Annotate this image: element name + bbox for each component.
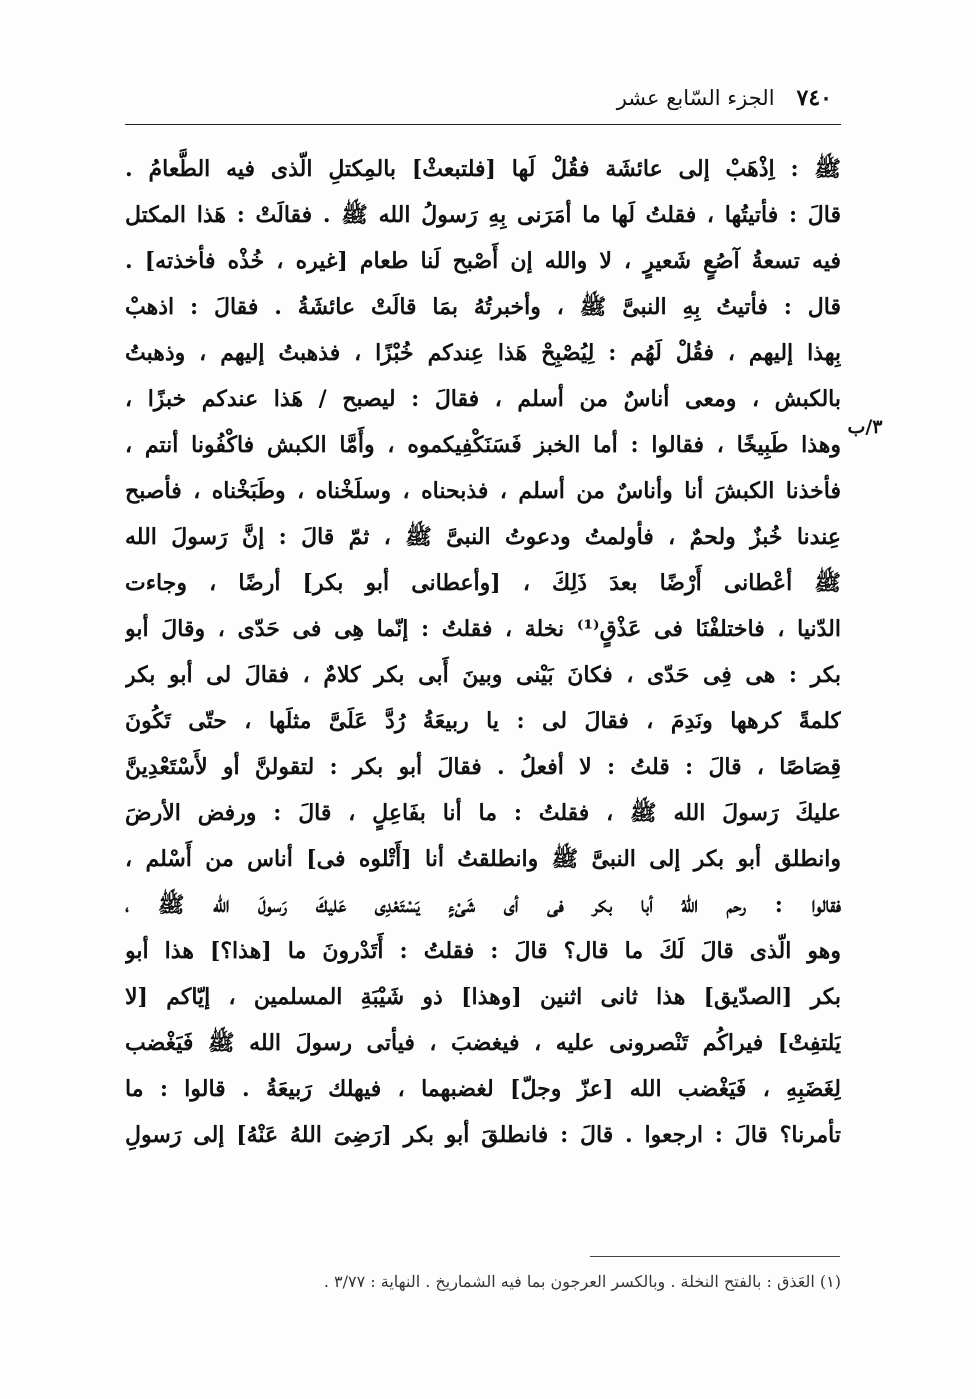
text-line: وهذا طَبِيخًا ، فقالوا : أما الخبز فَسَنَكْفِيكموه ، وأَمَّا الكبش فاكْفُونا أنتم ، bbox=[125, 432, 841, 458]
text-line: يَلتفِتْ] فيراكُم تَنْصرونى عليه ، فيغضبَ ، فيأتى رسولَ الله ﷺ فَيَغْضب bbox=[125, 1030, 841, 1056]
text-line: بِهذا إليهم ، فقُلْ لَهُم : لِيُصْبِحْ هَذا عِندكم خُبْزًا ، فذهبتُ إليهم ، وذهبتُ bbox=[125, 340, 841, 366]
text-line: كلمةً كرهها ونَدِمَ ، فقالَ لى : يا ربيعَةُ رُدَّ عَلَىَّ مثلَها ، حتّى تَكُونَ bbox=[125, 708, 841, 734]
header-rule bbox=[125, 124, 841, 125]
text-line: تأمرنا؟ قالَ : ارجعوا . قالَ : فانطلقَ أبو بكر [رَضِىَ اللهُ عَنْهُ] إلى رَسولِ bbox=[125, 1122, 841, 1148]
text-line: عِندنا خُبزٌ ولحمٌ ، فأولمتُ ودعوتُ النبىَّ ﷺ ، ثمّ قالَ : إنَّ رَسولَ الله bbox=[125, 524, 841, 550]
text-line: بكر : هى فِى حَدّى ، فكانَ بَيْنى وبينَ أَبى بكر كلامٌ ، فقالَ لى أبو بكر bbox=[125, 662, 841, 688]
text-line: فأخذنا الكبشَ أنا وأناسٌ من أسلم ، فذبحناه ، وسلَخْناه ، وطَبَخْناه ، فأصبح bbox=[125, 478, 841, 504]
text-line: قالَ : فأتيتُها ، فقلتُ لَها ما أمَرَنى بِهِ رَسولُ الله ﷺ . فقالَتْ : هَذا المكتل bbox=[125, 202, 841, 228]
margin-folio-note: ٣/ب bbox=[847, 416, 883, 438]
body-text bbox=[125, 146, 841, 1231]
text-line: قِصَاصًا ، قالَ : قلتُ : لا أفعلُ . فقالَ أبو بكر : لتقولنَّ أو لأَسْتَعْدِينَّ bbox=[125, 754, 841, 780]
text-line: بالكبش ، ومعى أناسٌ من أسلم ، فقالَ : ليصبح / هَذا عندكم خبزًا ، bbox=[125, 386, 841, 412]
text-line: ﷺ أعْطانى أَرْضًا بعدَ ذَلِكَ ، [وأعطانى أبو بكر] أرضًا ، وجاءت bbox=[125, 570, 841, 596]
text-line: قال : فأتيتُ بِهِ النبىَّ ﷺ ، وأخبرتُهُ بمَا قالَتْ عائشَةُ . فقالَ : اذهبْ bbox=[125, 294, 841, 320]
text-line: ﷺ : اِذْهَبْ إلى عائشَة فقُلْ لَها [فلتبعثْ] بالمِكتلِ الّذى فيه الطَّعامُ . bbox=[125, 156, 841, 182]
text-line: عليكَ رَسولَ الله ﷺ ، فقلتُ : ما أنا بفَاعِلٍ ، قالَ : ورفض الأرضَ bbox=[125, 800, 841, 826]
running-title: الجزء السّابع عشر bbox=[616, 86, 775, 110]
text-line: لِغَضَبِهِ ، فَيَغْضب الله [عزّ وجلّ] لغضبهما ، فيهلك رَبيعَةُ . قالوا : ما bbox=[125, 1076, 841, 1102]
text-line: الدّنيا ، فاختلفْنَا فى عَذْقٍ⁽¹⁾ نخلة ، فقلتُ : إنّما هِى فى حَدّى ، وقالَ أبو bbox=[125, 616, 841, 642]
footnote-rule bbox=[590, 1256, 840, 1257]
text-line: بكر [الصدّيق] هذا ثانى اثنين [وهذا] ذو شَيْبَةِ المسلمين ، إيّاكم [لا bbox=[125, 984, 841, 1010]
text-line: وانطلق أبو بكر إلى النبىَّ ﷺ وانطلقتُ أنا [أَتْلوه فى] أناس من أَسْلم ، bbox=[125, 846, 841, 872]
text-line: وهو الّذى قالَ لَكَ ما قال؟ قالَ : فقلتُ : أَتَدْرونَ ما [هذا؟] هذا أبو bbox=[125, 938, 841, 964]
text-line: فقالوا : رحم اللهُ أبا بكر فى أى شَىْءٍ يَسْتَعْدِى عَليكَ رَسولَ الله ﷺ ، bbox=[125, 892, 841, 918]
page-header bbox=[592, 80, 832, 116]
text-line: فيه تسعةُ آصُعٍ شَعيرٍ ، لا والله إن أَصْبح لَنا طعام [غيره ، خُذْه فأخذته] . bbox=[125, 248, 841, 274]
footnote: (١) العَذق : بالفتح النخلة . وبالكسر العرجون بما فيه الشماريخ . النهاية : ٣/٧٧ . bbox=[323, 1272, 841, 1291]
page-number: ٧٤٠ bbox=[796, 85, 832, 111]
